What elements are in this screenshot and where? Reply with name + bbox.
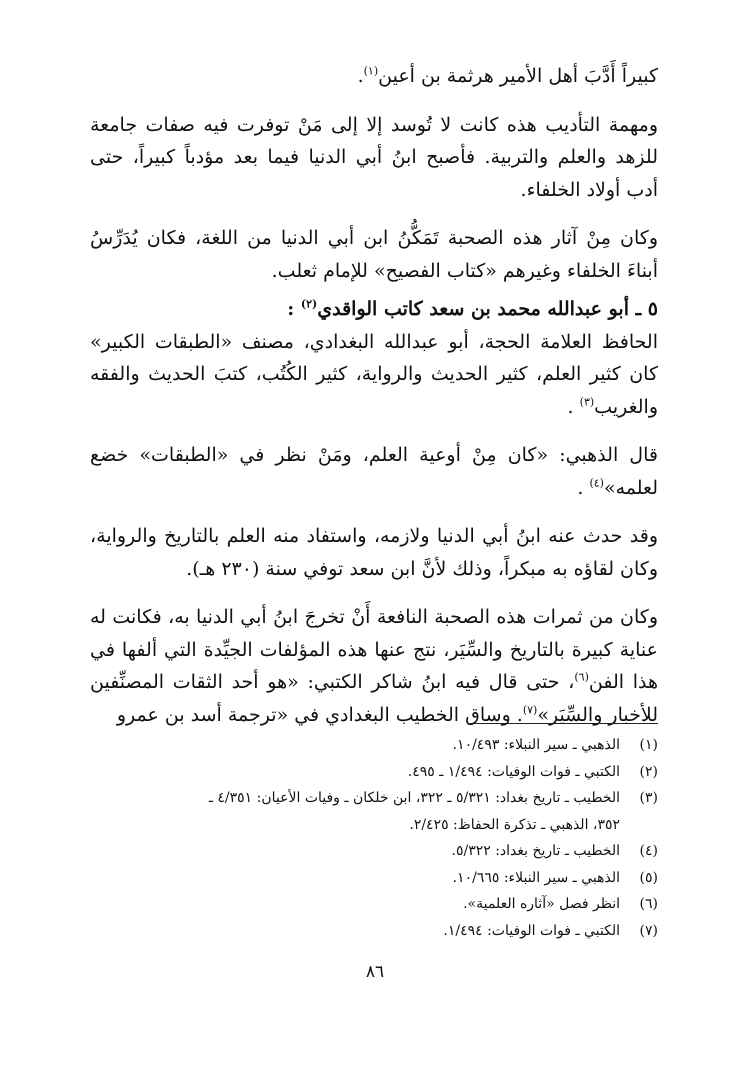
footnote-ref-7[interactable]: (٧)	[522, 703, 538, 717]
footnotes	[90, 732, 658, 944]
paragraph-7: وكان من ثمرات هذه الصحبة النافعة أَنْ تخرجَ ابنُ أبي الدنيا به، فكانت له عناية كبيرة بالتاريخ والسِّيَر، نتج عنها هذه المؤلفات الجيِّدة التي ألفها في هذا الفن$^{(٦)}$، حتى قال فيه ابنُ شاكر الكتبي: «هو أحد الثقات المصنِّفين للأخبار والسِّيَر»$^{(٧)}$. وساق الخطيب البغدادي في «ترجمة أسد بن عمرو	[90, 606, 658, 726]
footnote-6: (٦) انظر فصل «آثاره العلمية».	[463, 896, 658, 912]
section-heading: ٥ ـ أبو عبدالله محمد بن سعد كاتب الواقدي$^{(٢)}$ :	[287, 297, 658, 320]
footnote-ref-4[interactable]: (٤)	[589, 476, 604, 490]
footnote-7: (٧) الكتبي ـ فوات الوفيات: ١/٤٩٤.	[443, 922, 658, 939]
paragraph-3: وكان مِنْ آثار هذه الصحبة تَمَكُّنُ ابن أبي الدنيا من اللغة، فكان يُدَرِّسُ أبناءَ الخلفاء وغيرهم «كتاب الفصيح» للإمام ثعلب.	[90, 227, 658, 282]
footnote-3-continued: ٣٥٢، الذهبي ـ تذكرة الحفاظ: ٢/٤٢٥.	[409, 816, 620, 833]
footnote-ref-2[interactable]: (٢)	[300, 297, 318, 311]
footnote-ref-6[interactable]: (٦)	[574, 670, 589, 684]
footnote-2: (٢) الكتبي ـ فوات الوفيات: ١/٤٩٤ ـ ٤٩٥.	[407, 763, 658, 780]
paragraph-1: كبيراً أَدَّبَ أهل الأمير هرثمة بن أعين$^{(١)}$.	[357, 64, 658, 87]
footnote-ref-3[interactable]: (٣)	[579, 395, 595, 409]
footnote-divider	[470, 723, 658, 724]
footnote-5: (٥) الذهبي ـ سير النبلاء: ١٠/٦٦٥.	[452, 869, 658, 886]
footnote-4: (٤) الخطيب ـ تاريخ بغداد: ٥/٣٢٢.	[451, 843, 658, 859]
paragraph-6: وقد حدث عنه ابنُ أبي الدنيا ولازمه، واستفاد منه العلم بالتاريخ والرواية، وكان لقاؤه به مبكراً، وذلك لأنَّ ابن سعد توفي سنة (٢٣٠ هـ).	[90, 525, 658, 580]
paragraph-5: قال الذهبي: «كان مِنْ أوعية العلم، ومَنْ نظر في «الطبقات» خضع لعلمه»$^{(٤)}$ .	[90, 444, 658, 499]
paragraph-2: ومهمة التأديب هذه كانت لا تُوسد إلا إلى مَنْ توفرت فيه صفات جامعة للزهد والعلم والتربية. فأصبح ابنُ أبي الدنيا فيما بعد مؤدباً كبيراً، حتى أدب أولاد الخلفاء.	[90, 113, 658, 201]
footnote-ref-1[interactable]: (١)	[363, 64, 379, 78]
footnote-1: (١) الذهبي ـ سير النبلاء: ١٠/٤٩٣.	[452, 737, 658, 753]
paragraph-4: الحافظ العلامة الحجة، أبو عبدالله البغدادي، مصنف «الطبقات الكبير» كان كثير العلم، كثير الحديث والرواية، كثير الكُتُب، كتبَ الحديث والفقه والغريب$^{(٣)}$ .	[90, 330, 658, 418]
footnote-3: (٣) الخطيب ـ تاريخ بغداد: ٥/٣٢١ ـ ٣٢٢، ابن خلكان ـ وفيات الأعيان: ٤/٣٥١ ـ	[208, 790, 658, 806]
page-number: ٨٦	[365, 962, 385, 982]
main-text	[90, 60, 658, 731]
